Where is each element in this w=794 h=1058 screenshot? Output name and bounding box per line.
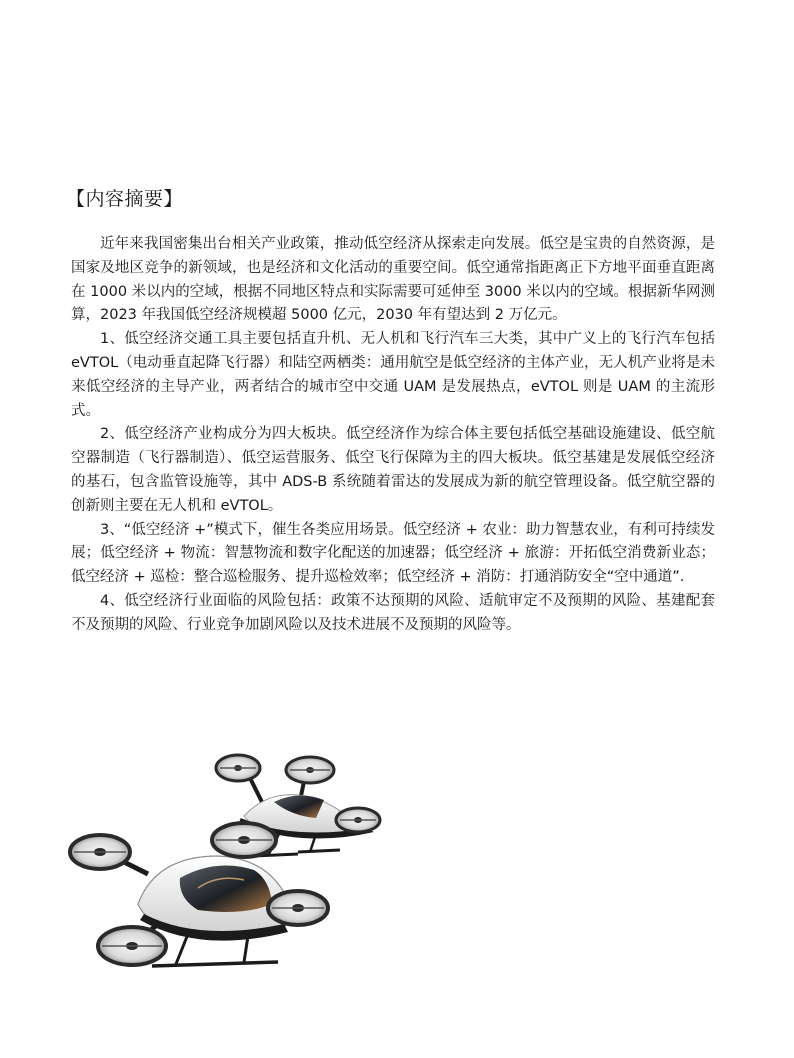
summary-paragraph-1: 1、低空经济交通工具主要包括直升机、无人机和飞行汽车三大类，其中广义上的飞行汽车包括 eVTOL（电动垂直起降飞行器）和陆空两栖类：通用航空是低空经济的主体产业，无人机产业将是未来低空经济的主导产业，两者结合的城市空中交通 UAM 是发展热点，eVTOL 则是 UAM 的主流形式。 xyxy=(71,331,715,419)
summary-paragraph-3: 3、“低空经济 +”模式下，催生各类应用场景。低空经济 + 农业：助力智慧农业，有利可持续发展；低空经济 + 物流：智慧物流和数字化配送的加速器；低空经济 + 旅游：开拓低空消费新业态；低空经济 + 巡检：整合巡检服务、提升巡检效率；低空经济 + 消防：打通消防安全“空中通道”. xyxy=(71,521,715,586)
summary-paragraph-intro: 近年来我国密集出台相关产业政策，推动低空经济从探索走向发展。低空是宝贵的自然资源，是国家及地区竞争的新领域，也是经济和文化活动的重要空间。低空通常指距离正下方地平面垂直距离在 1000 米以内的空域，根据不同地区特点和实际需要可延伸至 3000 米以内的空域。根据新华网测算，2023 年我国低空经济规模超 5000 亿元，2030 年有望达到 2 万亿元。 xyxy=(71,236,715,324)
summary-paragraph-2: 2、低空经济产业构成分为四大板块。低空经济作为综合体主要包括低空基础设施建设、低空航空器制造（飞行器制造）、低空运营服务、低空飞行保障为主的四大板块。低空基建是发展低空经济的基石，包含监管设施等，其中 ADS-B 系统随着雷达的发展成为新的航空管理设备。低空航空器的创新则主要在无人机和 eVTOL。 xyxy=(71,426,715,514)
section-title: 【内容摘要】 xyxy=(66,188,184,210)
front-aircraft xyxy=(70,823,328,966)
summary-paragraph-4: 4、低空经济行业面临的风险包括：政策不达预期的风险、适航审定不及预期的风险、基建配套不及预期的风险、行业竞争加剧风险以及技术进展不及预期的风险等。 xyxy=(71,592,715,633)
evtol-aircraft-icon xyxy=(48,728,388,1006)
summary-body xyxy=(71,233,715,638)
